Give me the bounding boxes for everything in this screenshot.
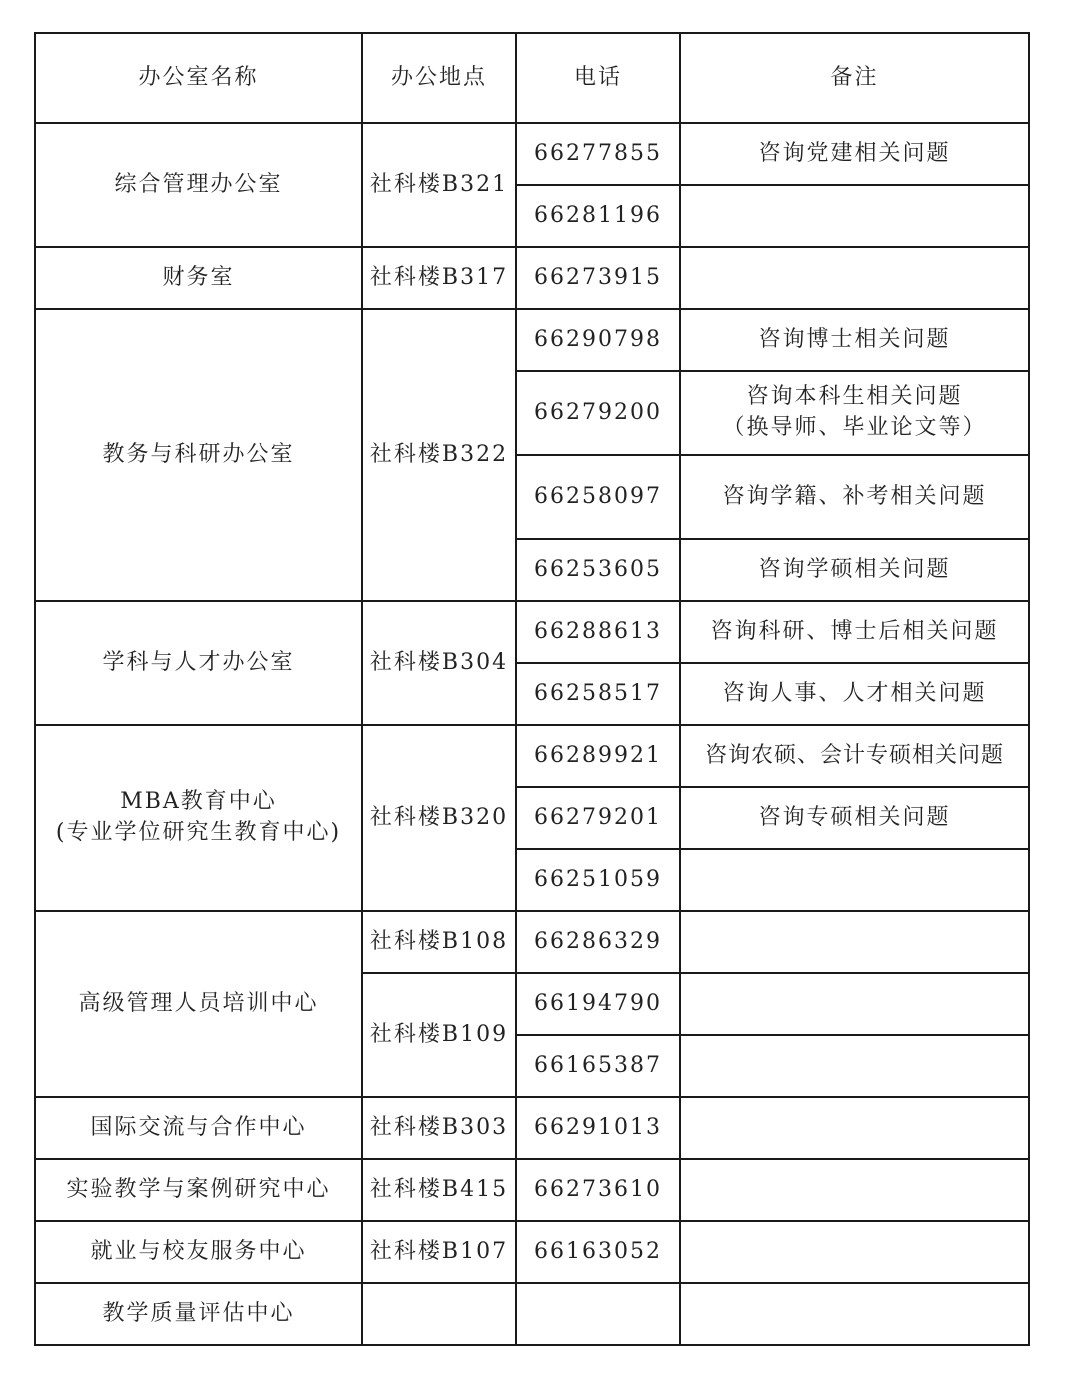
- header-note: 备注: [680, 33, 1029, 123]
- note: [680, 247, 1029, 309]
- office-name-main: MBA教育中心: [120, 789, 277, 815]
- office-name: 国际交流与合作中心: [35, 1097, 362, 1159]
- phone-number: 66251059: [516, 849, 680, 911]
- office-location: [362, 1283, 516, 1345]
- note: 咨询党建相关问题: [680, 123, 1029, 185]
- phone-number: 66279201: [516, 787, 680, 849]
- office-name: 就业与校友服务中心: [35, 1221, 362, 1283]
- note: [680, 1035, 1029, 1097]
- office-name: 教务与科研办公室: [35, 309, 362, 601]
- table-row: [35, 1221, 1029, 1283]
- header-location: 办公地点: [362, 33, 516, 123]
- table-row: [35, 1159, 1029, 1221]
- note: 咨询专硕相关问题: [680, 787, 1029, 849]
- table-row: [35, 911, 1029, 973]
- note-line: 咨询本科生相关问题: [746, 384, 963, 410]
- office-name: 高级管理人员培训中心: [35, 911, 362, 1097]
- note: [680, 911, 1029, 973]
- phone-number: 66163052: [516, 1221, 680, 1283]
- note: [680, 185, 1029, 247]
- phone-number: 66194790: [516, 973, 680, 1035]
- note: [680, 1221, 1029, 1283]
- note: [680, 1159, 1029, 1221]
- phone-number: 66253605: [516, 539, 680, 601]
- office-name: 学科与人才办公室: [35, 601, 362, 725]
- office-location: 社科楼B303: [362, 1097, 516, 1159]
- phone-number: 66291013: [516, 1097, 680, 1159]
- phone-number: 66289921: [516, 725, 680, 787]
- note: [680, 371, 1029, 455]
- note: 咨询农硕、会计专硕相关问题: [680, 725, 1029, 787]
- office-name: [35, 725, 362, 911]
- office-directory-table: [34, 32, 1030, 1346]
- office-name: 教学质量评估中心: [35, 1283, 362, 1345]
- phone-number: 66286329: [516, 911, 680, 973]
- office-location: 社科楼B321: [362, 123, 516, 247]
- office-name: 实验教学与案例研究中心: [35, 1159, 362, 1221]
- note: [680, 973, 1029, 1035]
- office-name: 综合管理办公室: [35, 123, 362, 247]
- note: 咨询学硕相关问题: [680, 539, 1029, 601]
- phone-number: 66279200: [516, 371, 680, 455]
- phone-number: 66288613: [516, 601, 680, 663]
- table-row: [35, 725, 1029, 787]
- phone-number: 66258097: [516, 455, 680, 539]
- note: [680, 849, 1029, 911]
- table-row: [35, 309, 1029, 371]
- office-location: 社科楼B320: [362, 725, 516, 911]
- table-row: [35, 247, 1029, 309]
- note: 咨询博士相关问题: [680, 309, 1029, 371]
- office-location: 社科楼B322: [362, 309, 516, 601]
- note-line-extra: （换导师、毕业论文等）: [722, 415, 987, 440]
- phone-number: 66277855: [516, 123, 680, 185]
- phone-number: 66273610: [516, 1159, 680, 1221]
- office-location: 社科楼B107: [362, 1221, 516, 1283]
- office-name-sub: (专业学位研究生教育中心): [55, 820, 342, 845]
- office-location: 社科楼B317: [362, 247, 516, 309]
- table-row: [35, 601, 1029, 663]
- phone-number: 66290798: [516, 309, 680, 371]
- office-location: 社科楼B304: [362, 601, 516, 725]
- table-row: [35, 123, 1029, 185]
- office-location: 社科楼B415: [362, 1159, 516, 1221]
- note: [680, 1097, 1029, 1159]
- note: 咨询人事、人才相关问题: [680, 663, 1029, 725]
- note: 咨询学籍、补考相关问题: [680, 455, 1029, 539]
- note: [680, 1283, 1029, 1345]
- office-name: 财务室: [35, 247, 362, 309]
- note: 咨询科研、博士后相关问题: [680, 601, 1029, 663]
- header-phone: 电话: [516, 33, 680, 123]
- phone-number: 66165387: [516, 1035, 680, 1097]
- phone-number: [516, 1283, 680, 1345]
- header-row: [35, 33, 1029, 123]
- office-location: 社科楼B109: [362, 973, 516, 1097]
- table-row: [35, 1283, 1029, 1345]
- table-row: [35, 1097, 1029, 1159]
- office-location: 社科楼B108: [362, 911, 516, 973]
- phone-number: 66281196: [516, 185, 680, 247]
- phone-number: 66273915: [516, 247, 680, 309]
- phone-number: 66258517: [516, 663, 680, 725]
- header-office-name: 办公室名称: [35, 33, 362, 123]
